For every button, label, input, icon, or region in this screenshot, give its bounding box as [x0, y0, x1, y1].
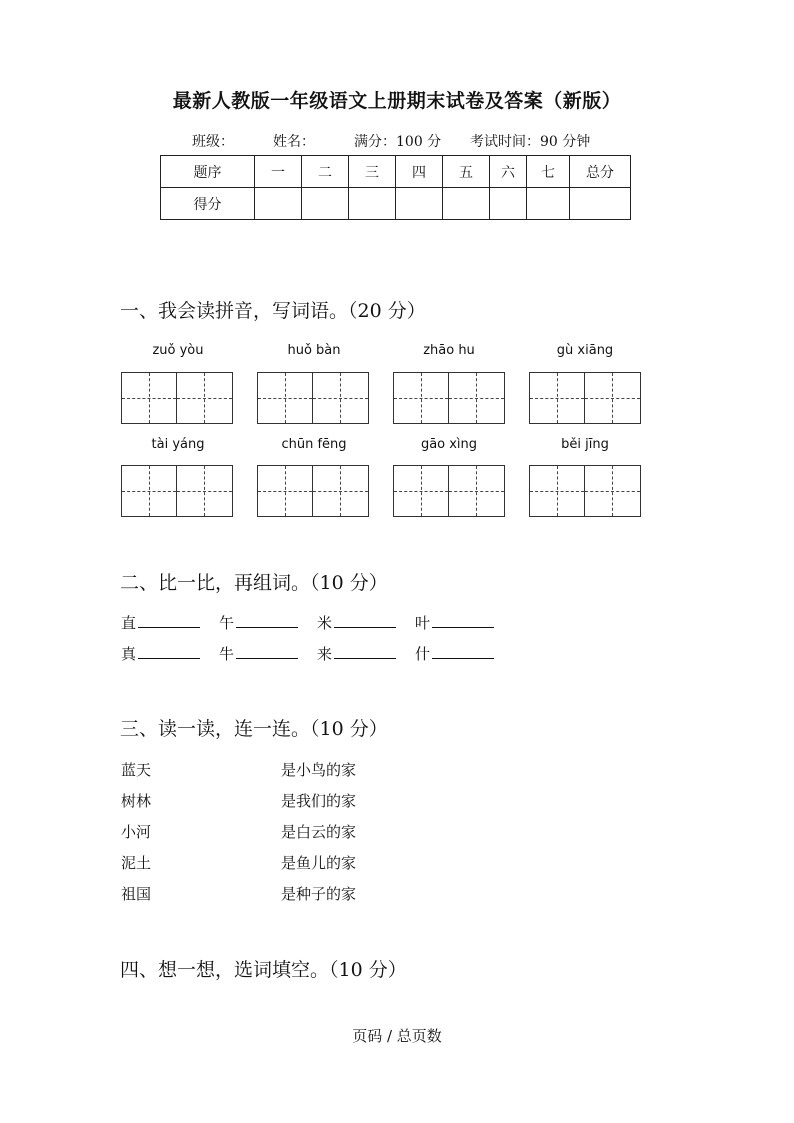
pinyin-label: chūn fēng	[281, 437, 347, 452]
pinyin-label: zuǒ yòu	[152, 343, 204, 358]
answer-blank[interactable]	[334, 613, 396, 628]
score-table-score-row	[161, 188, 631, 220]
class-label: 班级：	[192, 134, 234, 150]
score-cell[interactable]	[349, 188, 396, 220]
pinyin-label: huǒ bàn	[287, 343, 341, 358]
compare-item	[317, 612, 396, 633]
answer-blank[interactable]	[334, 644, 396, 659]
writing-grid[interactable]	[393, 465, 505, 517]
compare-item	[121, 643, 200, 664]
answer-blank[interactable]	[432, 644, 494, 659]
section1-heading: 一、我会读拼音，写词语。（20 分）	[120, 300, 426, 322]
score-cell[interactable]	[570, 188, 631, 220]
match-left-item[interactable]: 小河	[121, 823, 152, 841]
match-right-item[interactable]: 是种子的家	[281, 885, 357, 903]
score-cell[interactable]	[490, 188, 527, 220]
compare-char: 米	[317, 614, 333, 632]
writing-grid[interactable]	[121, 372, 233, 424]
header-cell: 题序	[161, 156, 255, 188]
score-cell[interactable]	[302, 188, 349, 220]
match-left-item[interactable]: 蓝天	[121, 761, 152, 779]
header-cell: 四	[396, 156, 443, 188]
score-table-header-row	[161, 156, 631, 188]
answer-blank[interactable]	[432, 613, 494, 628]
section2-heading: 二、比一比，再组词。（10 分）	[120, 572, 388, 594]
match-right-item[interactable]: 是小鸟的家	[281, 761, 357, 779]
exam-title: 最新人教版一年级语文上册期末试卷及答案（新版）	[172, 90, 622, 112]
score-cell[interactable]	[527, 188, 570, 220]
section3-heading: 三、读一读，连一连。（10 分）	[120, 718, 388, 740]
header-cell: 一	[255, 156, 302, 188]
section4-heading: 四、想一想，选词填空。（10 分）	[120, 959, 407, 981]
compare-item	[415, 612, 494, 633]
full-score-text: 满分：100 分	[354, 134, 442, 150]
writing-grid[interactable]	[257, 372, 369, 424]
compare-item	[317, 643, 396, 664]
pinyin-label: gù xiāng	[556, 343, 614, 358]
score-cell[interactable]	[255, 188, 302, 220]
match-right-item[interactable]: 是白云的家	[281, 823, 357, 841]
pinyin-label: tài yáng	[151, 437, 205, 452]
answer-blank[interactable]	[138, 644, 200, 659]
writing-grid[interactable]	[393, 372, 505, 424]
compare-char: 直	[121, 614, 137, 632]
header-cell: 六	[490, 156, 527, 188]
writing-grid[interactable]	[257, 465, 369, 517]
compare-char: 牛	[219, 645, 235, 663]
answer-blank[interactable]	[236, 613, 298, 628]
writing-grid[interactable]	[121, 465, 233, 517]
header-cell: 总分	[570, 156, 631, 188]
answer-blank[interactable]	[138, 613, 200, 628]
exam-time-text: 考试时间：90 分钟	[470, 134, 591, 150]
answer-blank[interactable]	[236, 644, 298, 659]
match-right-item[interactable]: 是我们的家	[281, 792, 357, 810]
pinyin-label: běi jīng	[561, 437, 609, 452]
header-cell: 七	[527, 156, 570, 188]
name-label: 姓名：	[273, 134, 315, 150]
pinyin-label: gāo xìng	[420, 437, 478, 452]
header-cell: 五	[443, 156, 490, 188]
writing-grid[interactable]	[529, 372, 641, 424]
score-table	[160, 155, 631, 220]
header-cell: 二	[302, 156, 349, 188]
compare-char: 真	[121, 645, 137, 663]
match-left-item[interactable]: 泥土	[121, 854, 152, 872]
compare-item	[415, 643, 494, 664]
compare-item	[219, 643, 298, 664]
match-left-item[interactable]: 树林	[121, 792, 152, 810]
score-row-label: 得分	[161, 188, 255, 220]
match-left-item[interactable]: 祖国	[121, 885, 152, 903]
match-right-item[interactable]: 是鱼儿的家	[281, 854, 357, 872]
compare-char: 什	[415, 645, 431, 663]
writing-grid[interactable]	[529, 465, 641, 517]
compare-item	[219, 612, 298, 633]
compare-item	[121, 612, 200, 633]
compare-char: 来	[317, 645, 333, 663]
compare-char: 午	[219, 614, 235, 632]
page-footer: 页码 / 总页数	[352, 1027, 442, 1045]
compare-char: 叶	[415, 614, 431, 632]
score-cell[interactable]	[443, 188, 490, 220]
pinyin-label: zhāo hu	[423, 343, 475, 358]
score-cell[interactable]	[396, 188, 443, 220]
header-cell: 三	[349, 156, 396, 188]
